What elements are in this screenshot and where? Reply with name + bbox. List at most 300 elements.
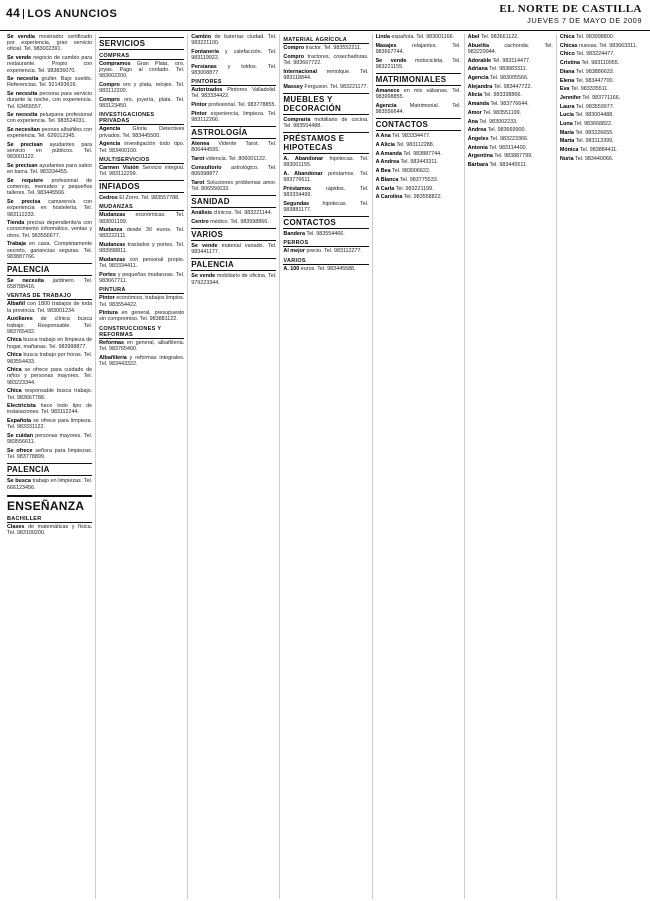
- ad-text: en general, presupuesto sin compromiso. Tel. 983881122.: [99, 310, 185, 323]
- ad-text: Tel. 983447700.: [574, 77, 614, 84]
- classified-ad: [560, 138, 645, 144]
- subsection-heading: VARIOS: [283, 258, 368, 265]
- ad-lead: Carmen Visión: [99, 164, 139, 171]
- classified-ad: [191, 273, 276, 285]
- ad-lead: Chica: [559, 34, 575, 40]
- section-heading: SERVICIOS: [99, 37, 184, 50]
- ad-text: jardinero. Tel. 658788416.: [7, 278, 93, 291]
- ad-lead: Española: [7, 418, 31, 425]
- classified-ad: [376, 168, 461, 174]
- ad-text: experiencia, limpieza. Tel. 983112266.: [191, 110, 277, 124]
- ad-text: Tel. 983335511.: [569, 86, 609, 93]
- ad-lead: Se precisan: [7, 142, 43, 149]
- classified-column: [557, 34, 648, 899]
- classified-ad: [376, 43, 461, 55]
- classified-ad: [283, 171, 368, 183]
- classified-column: [4, 34, 96, 899]
- ad-text: en casa. Completamente secreto, ganancias seguras. Tel. 983887766.: [7, 241, 93, 260]
- classified-ad: [99, 295, 184, 307]
- ad-lead: Al mejor: [283, 248, 305, 255]
- classified-ad: [7, 278, 92, 290]
- ad-text: de clínica busca trabajo. Responsable. Tel. 983765432.: [7, 316, 93, 335]
- classified-column: [188, 34, 280, 899]
- ad-text: hace todo tipo de instalaciones. Tel. 983112244.: [7, 403, 93, 416]
- classified-ad: [7, 433, 92, 445]
- ad-lead: Pintor: [191, 110, 207, 117]
- classified-ad: [468, 145, 553, 151]
- classified-ad: [99, 340, 184, 352]
- classified-ad: [376, 103, 461, 115]
- section-title: LOS ANUNCIOS: [27, 8, 118, 20]
- classified-ad: [468, 66, 553, 72]
- ad-lead: A Carla: [375, 185, 395, 192]
- classified-ad: [283, 231, 368, 237]
- ad-lead: Se ofrece: [7, 447, 33, 454]
- classified-ad: [283, 186, 368, 198]
- ad-text: Gloria Detectives privados. Tel. 983445500.: [99, 126, 185, 139]
- section-heading: VARIOS: [191, 228, 276, 241]
- classified-ad: [191, 34, 276, 46]
- classified-ad: [560, 156, 645, 162]
- subsection-heading: MULTISERVICIOS: [99, 157, 184, 164]
- ad-text: Matrimonial. Tel. 983556644.: [375, 102, 461, 116]
- ad-text: desde 30 euros. Tel. 983222111.: [99, 227, 185, 240]
- ad-lead: Tarot: [191, 179, 205, 186]
- ad-lead: Compro: [99, 82, 120, 89]
- ad-text: nuevas. Tel. 983663311.: [577, 42, 638, 49]
- ad-lead: Internacional: [283, 68, 317, 75]
- section-heading: ENSEÑANZA: [7, 495, 92, 513]
- classified-ad: [99, 242, 184, 254]
- ad-lead: Se cuidan: [7, 433, 34, 440]
- classified-ad: [7, 448, 92, 460]
- classified-ad: [7, 403, 92, 415]
- ad-lead: Chica: [7, 367, 22, 374]
- classified-ad: [468, 34, 553, 40]
- page-number: 44: [6, 6, 21, 20]
- ad-text: tractor. Tel. 983552211.: [304, 45, 362, 51]
- ad-lead: Alejandra: [467, 83, 493, 90]
- ad-text: Tel. 983447722.: [492, 83, 533, 90]
- classified-ad: [468, 153, 553, 159]
- ad-text: con 1800 trabajos de toda la provincia. Tel. 983001234.: [7, 301, 93, 314]
- ad-text: busca trabajo por horas. Tel. 983554433.: [7, 352, 93, 365]
- classified-ad: [7, 34, 92, 53]
- classified-ad: [7, 55, 92, 74]
- ad-text: Tel. 983669900.: [486, 127, 527, 134]
- ad-lead: Abel: [467, 34, 480, 40]
- classified-column: [280, 34, 372, 899]
- ad-lead: Segundas: [283, 200, 310, 207]
- ad-lead: Eva: [559, 86, 570, 93]
- section-heading: CONTACTOS: [376, 118, 461, 131]
- ad-text: Tel. 983005566.: [488, 75, 529, 82]
- subsection-heading: INVESTIGACIONES PRIVADAS: [99, 112, 184, 125]
- ad-text: Tel. 983004488.: [573, 112, 614, 119]
- classified-ad: [283, 117, 368, 129]
- classified-ad: [7, 337, 92, 349]
- ad-lead: Consultorio: [191, 164, 222, 171]
- classified-ad: [376, 34, 461, 40]
- ad-lead: Adriana: [467, 66, 488, 73]
- classified-ad: [99, 212, 184, 224]
- ad-text: Tel. 983661122.: [479, 34, 519, 40]
- ad-text: Tel. 983112288.: [394, 142, 435, 149]
- classified-ad: [7, 524, 92, 536]
- section-heading: CONTACTOS: [283, 216, 368, 229]
- classified-column: [465, 34, 557, 899]
- classified-ad: [191, 111, 276, 123]
- classified-ad: [283, 201, 368, 213]
- ad-text: económico, trabajos limpios. Tel. 983554422.: [99, 295, 185, 308]
- classified-ad: [560, 69, 645, 75]
- section-heading: SANIDAD: [191, 195, 276, 208]
- ad-lead: Se requiere: [7, 178, 44, 185]
- ad-text: peluquera profesional con experiencia. Tel. 983524031.: [7, 112, 93, 125]
- ad-text: Pintores Valladolid. Tel. 983334422.: [191, 87, 277, 100]
- ad-lead: Compro: [283, 45, 305, 51]
- ad-lead: Persianas: [191, 63, 217, 70]
- ad-text: Ferguson. Tel. 983221177.: [302, 83, 369, 90]
- ad-lead: Lucía: [559, 112, 574, 119]
- ad-lead: Diana: [559, 68, 575, 75]
- ad-text: Tel. 983443311.: [399, 159, 439, 166]
- classified-ad: [191, 156, 276, 162]
- ad-lead: Atenea: [191, 141, 210, 148]
- ad-lead: Electricista: [7, 403, 36, 410]
- classified-ad: [468, 92, 553, 98]
- ad-lead: Adorable: [467, 57, 492, 64]
- ad-text: de baterías ciudad. Tel. 983221100.: [191, 34, 277, 47]
- classified-ad: [376, 186, 461, 192]
- ad-text: responsable busca trabajo. Tel. 983667788.: [7, 388, 93, 401]
- section-heading: PRÉSTAMOS E HIPOTECAS: [283, 132, 368, 154]
- ad-text: Tel. 983223366.: [488, 135, 529, 142]
- ad-text: ayudantes para sabor en barra. Tel. 983334455.: [7, 163, 93, 176]
- ad-text: investigación todo tipo. Tel. 983400100.: [99, 141, 185, 154]
- ad-text: busca trabajo en limpieza de hogar, mañanas. Tel. 983998877.: [7, 337, 93, 350]
- ad-lead: Compro: [99, 97, 120, 104]
- ad-text: con personal propio. Tel. 983334411.: [99, 257, 185, 270]
- ad-text: de matemáticas y física. Tel. 983100200.: [7, 523, 93, 536]
- classified-ad: [191, 102, 276, 108]
- ad-lead: A Carolina: [375, 194, 403, 201]
- ad-lead: Albañil: [7, 301, 25, 308]
- classified-ad: [191, 141, 276, 153]
- ad-lead: Auxiliares: [7, 316, 33, 323]
- ad-lead: A Andrea: [375, 159, 400, 166]
- ad-text: hipotecas. Tel. 983881177.: [283, 200, 369, 214]
- ad-text: y reformas integrales. Tel. 983443322.: [99, 354, 185, 367]
- subsection-heading: MUDANZAS: [99, 204, 184, 211]
- ad-text: Tel. 983110055.: [579, 60, 620, 67]
- classified-ad: [99, 61, 184, 80]
- classified-ad: [99, 195, 184, 201]
- newspaper-name: EL NORTE DE CASTILLA: [499, 3, 642, 15]
- classified-ad: [7, 127, 92, 139]
- ad-lead: Amanece: [375, 88, 400, 95]
- classified-ad: [191, 165, 276, 177]
- ad-text: gruller. Bajo sueldo. Referencias. Tel. 921493616.: [7, 76, 93, 89]
- classified-ad: [191, 87, 276, 99]
- ad-text: Tel. 983224477.: [574, 51, 615, 58]
- ad-lead: Massey: [283, 83, 303, 90]
- ad-lead: María: [559, 129, 574, 136]
- classified-ad: [7, 91, 92, 110]
- classified-ad: [376, 159, 461, 165]
- ad-lead: Compraría: [283, 116, 311, 123]
- ad-text: Tel. 983114400.: [487, 144, 528, 151]
- ad-lead: Se necesita: [7, 278, 44, 284]
- ad-lead: Argentina: [467, 153, 493, 160]
- ad-lead: Albañilería: [99, 354, 127, 361]
- section-heading: PALENCIA: [7, 263, 92, 276]
- ad-lead: Agencia: [375, 102, 397, 109]
- ad-lead: Cambio: [191, 34, 212, 40]
- ad-text: mostrador certificado por experiencia, gran servicio oficial. Tel. 983002391.: [7, 34, 93, 53]
- ad-lead: A Amanda: [375, 150, 402, 157]
- classified-ad: [560, 95, 645, 101]
- classified-ad: [7, 478, 92, 490]
- issue-date: JUEVES 7 DE MAYO DE 2009: [527, 16, 642, 25]
- classified-ad: [99, 165, 184, 177]
- ad-text: Tel. 983887744.: [401, 150, 442, 157]
- ad-text: Tel. 983114477.: [491, 57, 531, 64]
- header-masthead: [499, 3, 642, 25]
- classified-ad: [560, 51, 645, 57]
- classified-ad: [7, 418, 92, 430]
- classified-ad: [560, 130, 645, 136]
- header-section: [6, 6, 117, 20]
- ad-text: Tel. 983221199.: [394, 185, 434, 192]
- ad-lead: A Blanca: [375, 176, 399, 183]
- ad-lead: Se necesita: [7, 91, 38, 98]
- ad-text: y toldos. Tel. 983008877.: [191, 63, 277, 77]
- ad-lead: Autorizados: [191, 87, 223, 94]
- ad-text: hipotecas. Tel. 983001155.: [283, 156, 369, 169]
- ad-text: Vidente Tarot. Tel. 806444555.: [191, 141, 277, 154]
- ad-text: se ofrece para cuidado de niños y personas mayores. Tel. 983223344.: [7, 367, 93, 386]
- ad-lead: A Alicia: [375, 142, 395, 149]
- ad-lead: Chicas: [559, 42, 578, 49]
- ad-text: en general, albañilería. Tel. 983765400.: [99, 339, 185, 352]
- classified-ad: [99, 310, 184, 322]
- ad-text: Gran Plata, oro, joyas. Pago al contado. Tel. 983002200.: [99, 61, 185, 80]
- ad-lead: Nuria: [559, 155, 574, 162]
- classified-ad: [191, 64, 276, 76]
- ad-text: camarero/a con experiencia en hostelería. Tel. 983112233.: [7, 199, 93, 218]
- ad-lead: Agencia: [99, 126, 121, 133]
- ad-lead: Se busca: [7, 478, 31, 485]
- ad-lead: Se necesitan: [7, 127, 40, 134]
- ad-text: Servicio integral. Tel. 983112299.: [99, 164, 185, 177]
- classified-ad: [283, 45, 368, 51]
- ad-lead: Tienda: [7, 220, 25, 227]
- ad-lead: Compramos: [99, 61, 131, 67]
- subsection-heading: PINTORES: [191, 79, 276, 86]
- ad-text: motocicleta. Tel. 983221155.: [375, 57, 461, 70]
- ad-text: cachonda. Tel. 983229944.: [467, 42, 553, 55]
- ad-lead: Mudanzas: [99, 257, 126, 264]
- ad-text: económicas. Tel. 983001199.: [99, 212, 185, 225]
- ad-text: clínicos. Tel. 983221144.: [211, 210, 273, 217]
- ad-text: Tel. 983002233.: [477, 118, 518, 125]
- classified-ad: [468, 127, 553, 133]
- classified-ad: [283, 266, 368, 272]
- ad-lead: Chica: [7, 352, 22, 359]
- ad-text: personas mayores. Tel. 983556611.: [7, 433, 93, 446]
- classified-ad: [99, 82, 184, 94]
- section-heading: ASTROLOGÍA: [191, 126, 276, 139]
- classified-ad: [560, 34, 645, 40]
- classified-ad: [560, 121, 645, 127]
- classified-ad: [7, 301, 92, 313]
- classified-ad: [283, 69, 368, 81]
- section-heading: INFIADOS: [99, 180, 184, 193]
- classified-ad: [191, 219, 276, 225]
- ad-lead: Marta: [559, 138, 575, 145]
- ad-text: Soluciones problemas amor. Tel. 806556633.: [191, 179, 277, 192]
- ad-text: remolque. Tel. 983118844.: [283, 68, 369, 81]
- ad-text: trabajo en limpiezas. Tel. 666123456.: [7, 478, 93, 491]
- classified-ad: [560, 43, 645, 49]
- ad-lead: Se vendía: [7, 34, 35, 40]
- ad-text: negocio de cambio para restaurante. Propio con experiencia. Tel. 983836070.: [7, 55, 93, 74]
- ad-text: profesional. Tel. 983778855.: [206, 102, 276, 109]
- ad-lead: Fontanería: [191, 48, 219, 55]
- classified-ad: [7, 199, 92, 218]
- classified-columns: [4, 34, 648, 899]
- ad-text: Tel. 983775533.: [398, 176, 439, 183]
- classified-ad: [376, 142, 461, 148]
- ad-text: relajantes. Tel. 983667744.: [375, 42, 461, 55]
- ad-lead: Ángeles: [467, 135, 489, 142]
- ad-text: ayudantes para servicio en públicos. Tel. 983001122.: [7, 142, 93, 161]
- classified-ad: [468, 110, 553, 116]
- classified-ad: [376, 133, 461, 139]
- classified-ad: [560, 147, 645, 153]
- classified-column: [373, 34, 465, 899]
- classified-ad: [191, 210, 276, 216]
- ad-text: profesional de comercio, menudeo y pequeños talleres. Tel. 983445566.: [7, 178, 93, 197]
- subsection-heading: VENTAS DE TRABAJO: [7, 293, 92, 300]
- ad-lead: Análisis: [191, 210, 212, 217]
- ad-lead: Centro: [191, 218, 209, 225]
- ad-text: Tel. 983668822.: [572, 121, 613, 128]
- header-divider: [23, 9, 24, 19]
- ad-text: Tel. 983226655.: [573, 129, 614, 136]
- classified-ad: [99, 141, 184, 153]
- ad-lead: Jennifer: [559, 94, 581, 101]
- ad-lead: Antonia: [467, 144, 488, 151]
- ad-text: Tel. 983887799.: [492, 153, 533, 160]
- ad-lead: Se vende: [7, 55, 32, 62]
- subsection-heading: PINTURA: [99, 287, 184, 294]
- classified-ad: [99, 272, 184, 284]
- ad-lead: A. Abandonar: [283, 171, 323, 178]
- classified-ad: [7, 367, 92, 386]
- classified-ad: [560, 104, 645, 110]
- classified-ad: [99, 126, 184, 138]
- subsection-heading: PERROS: [283, 240, 368, 247]
- ad-text: se ofrece para limpieza. Tel. 983331122.: [7, 418, 93, 431]
- classified-ad: [7, 241, 92, 260]
- ad-lead: Cedros: [99, 195, 118, 202]
- ad-lead: Luna: [559, 121, 573, 128]
- ad-text: oro y plata, relojes. Tel. 983112200.: [99, 82, 185, 95]
- ad-lead: Se necesita: [7, 112, 38, 119]
- ad-text: Tel. 983558822.: [402, 194, 443, 201]
- ad-text: traslados y portes. Tel. 983998811.: [99, 242, 185, 255]
- classified-ad: [7, 163, 92, 175]
- ad-lead: Se vende: [191, 273, 216, 280]
- ad-text: persona para servicio durante la noche, con experiencia. Tel. 63455557.: [7, 91, 93, 110]
- ad-lead: Portes: [99, 271, 116, 278]
- ad-lead: Linda: [375, 34, 390, 40]
- section-heading: PALENCIA: [7, 463, 92, 476]
- classified-ad: [7, 76, 92, 88]
- ad-text: Tel. 983883311.: [487, 66, 528, 73]
- ad-lead: Amor: [467, 109, 482, 116]
- classified-ad: [7, 220, 92, 239]
- section-heading: PALENCIA: [191, 258, 276, 271]
- ad-lead: Chico: [559, 51, 575, 58]
- classified-ad: [7, 316, 92, 335]
- classified-ad: [468, 136, 553, 142]
- ad-lead: Se precisa: [7, 199, 41, 206]
- subsection-heading: MATERIAL AGRÍCOLA: [283, 37, 368, 44]
- ad-lead: Ana: [467, 118, 478, 125]
- page-header: [0, 0, 650, 31]
- ad-text: Tel. 983559977.: [574, 103, 615, 110]
- ad-lead: A. Abandonar: [283, 156, 324, 163]
- ad-lead: Mudanzas: [99, 242, 126, 249]
- classified-ad: [560, 60, 645, 66]
- ad-text: Tel. 983440066.: [573, 155, 614, 162]
- classified-ad: [376, 88, 461, 100]
- section-heading: MUEBLES Y DECORACIÓN: [283, 93, 368, 115]
- classified-ad: [560, 78, 645, 84]
- ad-lead: Agencia: [99, 141, 121, 148]
- ad-lead: Masajes: [375, 42, 397, 49]
- ad-lead: Se vende: [191, 243, 218, 250]
- subsection-heading: BACHILLER: [7, 516, 92, 523]
- classified-ad: [7, 112, 92, 124]
- ad-lead: Chica: [7, 388, 22, 395]
- ad-text: mobiliario de oficina. Tel. 979223344.: [191, 273, 277, 286]
- ad-text: videncia. Tel. 806001122.: [204, 156, 267, 163]
- ad-lead: Clases: [7, 523, 25, 530]
- ad-text: Tel. 983998800.: [574, 34, 615, 40]
- ad-text: Tel. 983551199.: [481, 109, 522, 116]
- section-heading: MATRIMONIALES: [376, 73, 461, 86]
- ad-text: Tel. 983554466.: [305, 231, 345, 238]
- ad-text: mobiliario de cocina. Tel. 983554488.: [283, 116, 369, 129]
- classified-ad: [283, 54, 368, 66]
- classified-ad: [99, 97, 184, 109]
- ad-lead: Se vende: [375, 57, 407, 64]
- ad-text: española. Tel. 983001166.: [389, 34, 455, 40]
- classified-ad: [376, 194, 461, 200]
- ad-lead: A Ana: [375, 133, 391, 140]
- subsection-heading: CONSTRUCCIONES Y REFORMAS: [99, 326, 184, 339]
- ad-text: precio. Tel. 983112277.: [305, 248, 363, 255]
- classified-ad: [283, 84, 368, 90]
- ad-text: oro, joyería, plata. Tel. 983123450.: [99, 97, 185, 110]
- ad-lead: Mónica: [559, 147, 579, 154]
- classified-ad: [7, 178, 92, 197]
- ad-text: peones albañiles con experiencia. Tel. 626012345.: [7, 127, 93, 140]
